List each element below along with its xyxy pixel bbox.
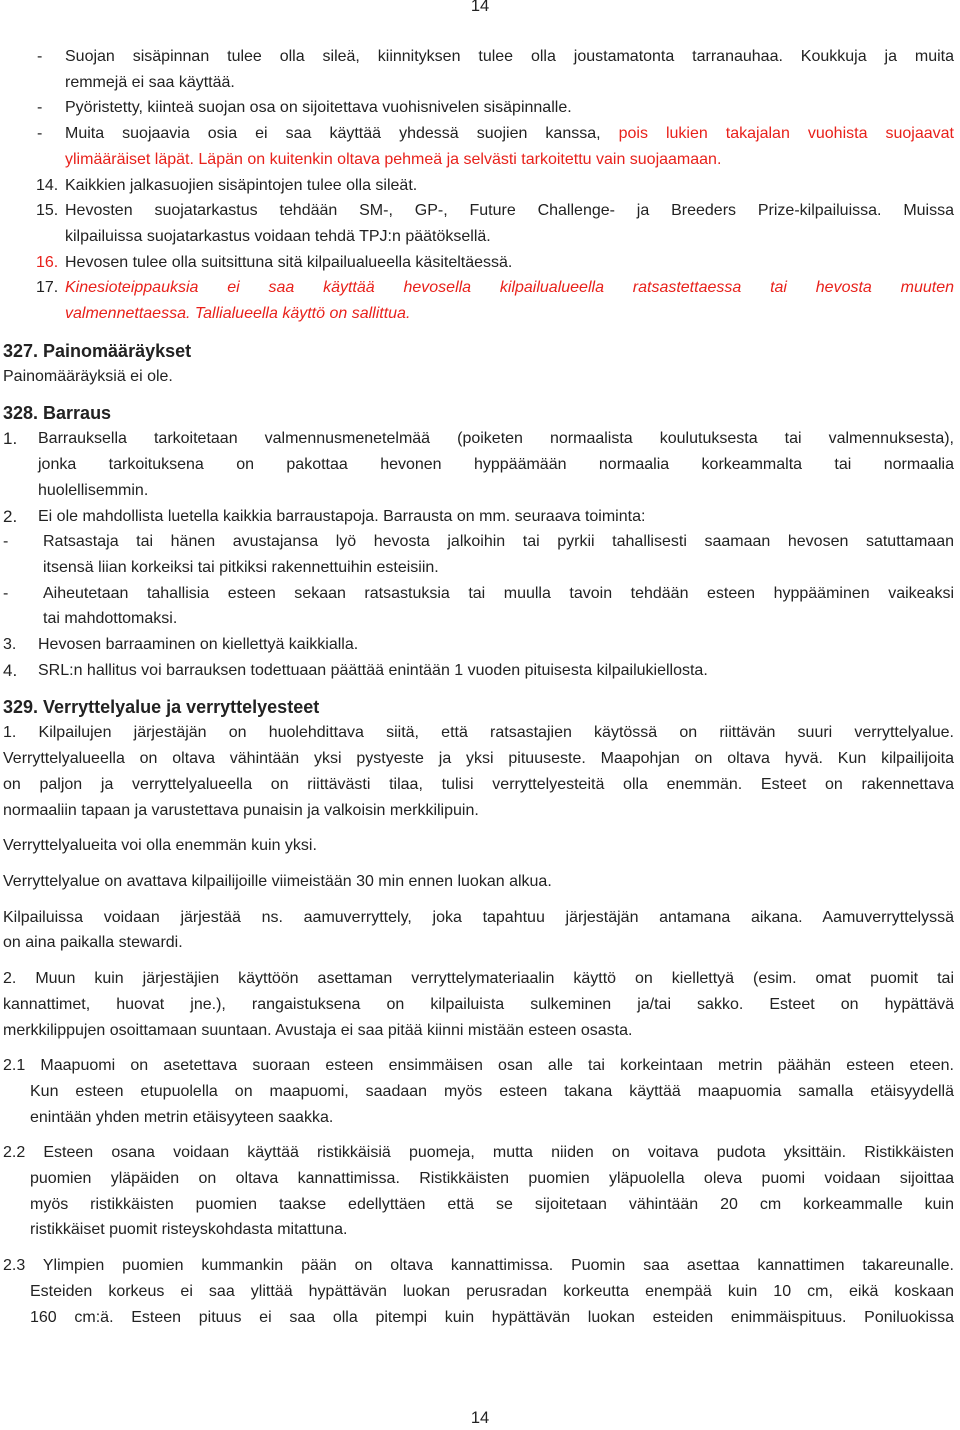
paragraph-line: Esteiden korkeus ei saa ylittää hypättävän luokan perusradan korkeutta enempää kuin 10 cm, eikä koskaan — [30, 1282, 954, 1300]
bullet-text-red: pois lukien takajalan vuohista suojaavat — [618, 125, 954, 143]
dash-text: Aiheutetaan tahallisia esteen sekaan ratsastuksia tai muulla tavoin tehdään esteen hyppääminen vaikeaksi — [43, 584, 954, 602]
bullet-marker: - — [37, 125, 43, 143]
paragraph-line: ristikkäiset puomit risteyskohdasta mitattuna. — [30, 1221, 348, 1239]
paragraph-line: 160 cm:ä. Esteen pituus ei saa olla pitempi kuin hypättävän luokan esteiden enimmäispituus. Poniluokissa — [30, 1308, 954, 1326]
item-text-red: Kinesioteippauksia ei saa käyttää hevosella kilpailualueella ratsastettaessa tai hevosta muuten — [65, 279, 954, 297]
paragraph-2-2: 2.2 Esteen osana voidaan käyttää ristikkäisiä puomeja, mutta niiden on voitava pudota yksittäin. Ristikkäisten — [3, 1144, 954, 1162]
paragraph-4 — [3, 658, 954, 684]
paragraph-line: normaaliin tapaan ja varustettava punaisin ja valkoisin merkkilipuin. — [3, 801, 479, 819]
item-text: Hevosen tulee olla suitsittuna sitä kilpailualueella käsiteltäessä. — [65, 253, 513, 271]
item-text: Hevosten suojatarkastus tehdään SM-, GP-, Future Challenge- ja Breeders Prize-kilpailuissa. Muissa — [65, 202, 954, 220]
paragraph: Kilpailuissa voidaan järjestää ns. aamuverryttely, joka tapahtuu järjestäjän antamana aikana. Aamuverryttelyssä — [3, 908, 954, 926]
dash-marker: - — [3, 533, 9, 551]
numbered-item-17 — [3, 275, 954, 301]
item-number: 4. — [3, 660, 18, 680]
paragraph-1: 1. Kilpailujen järjestäjän on huolehdittava siitä, että ratsastajien käytössä on riittävän suuri verryttelyalue. — [3, 724, 954, 742]
paragraph-continuation: huolellisemmin. — [38, 481, 149, 499]
bullet-text-red: ylimääräiset läpät. — [65, 150, 194, 168]
bullet-text-red: Läpän on kuitenkin oltava pehmeä ja selvästi tarkoitettu vain suojaamaan. — [198, 150, 722, 168]
paragraph-line: Verryttelyalueella on oltava vähintään yksi pystyeste ja yksi pituuseste. Maapohjan on oltava hyvä. Kun kilpailijoita — [3, 750, 954, 768]
dash-item — [3, 529, 954, 555]
numbered-item-16 — [3, 250, 954, 276]
item-text: Kaikkien jalkasuojien sisäpintojen tulee olla sileät. — [65, 176, 418, 194]
bullet-marker: - — [37, 99, 43, 117]
dash-item — [3, 581, 954, 607]
paragraph-line: on paljon ja verryttelyalueella on riittävästi tilaa, tulisi verryttelyesteitä olla enemmän. Esteet on rakennettava — [3, 775, 954, 793]
bullet-text: Muita suojaavia osia ei saa käyttää yhdessä suojien kanssa, — [65, 125, 601, 143]
bullet-marker: - — [37, 48, 43, 65]
paragraph-2: 2. Muun kuin järjestäjien käyttöön asettaman verryttelymateriaalin käyttö on kiellettyä (esim. omat puomit tai — [3, 970, 954, 988]
paragraph-text: SRL:n hallitus voi barrauksen todettuaan päättää enintään 1 vuoden pituisesta kilpailukiellosta. — [38, 661, 708, 679]
paragraph-3 — [3, 632, 954, 658]
paragraph-2 — [3, 504, 954, 530]
dash-continuation: tai mahdottomaksi. — [43, 610, 178, 628]
numbered-item-15 — [3, 198, 954, 224]
numbered-item-14 — [3, 173, 954, 199]
bullet-continuation: remmejä ei saa käyttää. — [65, 73, 235, 91]
item-number: 14. — [36, 176, 59, 194]
item-number: 2. — [3, 506, 18, 526]
page-number-top: 14 — [470, 0, 490, 15]
paragraph-line: on aina paikalla stewardi. — [3, 934, 183, 952]
paragraph: Verryttelyalue on avattava kilpailijoille viimeistään 30 min ennen luokan alkua. — [3, 872, 552, 890]
bullet-item — [3, 121, 954, 147]
paragraph-line: merkkilippujen osoittamaan suuntaan. Avustaja ei saa pitää kiinni mistään esteen osasta. — [3, 1021, 633, 1039]
bullet-continuation — [3, 147, 954, 173]
paragraph-line: myös ristikkäisten puomien taakse edellyttäen että se sijoitetaan vähintään 20 cm korkeammalle kuin — [30, 1195, 954, 1213]
dash-text: Ratsastaja tai hänen avustajansa lyö hevosta jalkoihin tai pyrkii tahallisesti saamaan hevosen satuttamaan — [43, 533, 954, 551]
bullet-item — [3, 44, 954, 70]
paragraph-2-3: 2.3 Ylimpien puomien kummankin pään on oltava kannattimissa. Puomin saa asettaa kannattimen takareunalle. — [3, 1257, 954, 1275]
dash-marker: - — [3, 584, 9, 602]
item-continuation: kilpailuissa suojatarkastus voidaan tehdä TPJ:n päätöksellä. — [65, 227, 491, 245]
paragraph-continuation: jonka tarkoituksena on pakottaa hevonen hyppäämään normaalia korkeammalta tai normaalia — [38, 456, 954, 474]
dash-continuation: itsensä liian korkeiksi tai pitkiksi rakennettuihin esteisiin. — [43, 558, 439, 576]
paragraph-text: Ei ole mahdollista luetella kaikkia barraustapoja. Barrausta on mm. seuraava toiminta: — [38, 507, 646, 525]
paragraph-1 — [3, 426, 954, 452]
paragraph-line: Kun esteen etupuolella on maapuomi, saadaan myös esteen takana käyttää maapuomia samalla etäisyydellä — [30, 1082, 954, 1100]
item-number: 15. — [36, 202, 59, 220]
bullet-text: Suojan sisäpinnan tulee olla sileä, kiinnityksen tulee olla joustamatonta tarranauhaa. Koukkuja ja muita — [65, 48, 954, 65]
section-heading-327: 327. Painomääräykset — [3, 340, 192, 361]
page-number-bottom: 14 — [470, 1409, 490, 1427]
item-number: 17. — [36, 279, 59, 297]
paragraph-line: enintään yhden metrin etäisyyteen saakka. — [30, 1108, 334, 1126]
document-body — [3, 44, 954, 1330]
item-number: 16. — [36, 253, 59, 271]
item-number: 1. — [3, 429, 18, 449]
paragraph-line: puomien yläpäiden on oltava kannattimissa. Ristikkäisten puomien yläpuolella oleva puomi voidaan sijoittaa — [30, 1170, 954, 1188]
item-number: 3. — [3, 636, 17, 654]
paragraph: Verryttelyalueita voi olla enemmän kuin yksi. — [3, 837, 317, 855]
paragraph-text: Hevosen barraaminen on kiellettyä kaikkialla. — [38, 636, 359, 654]
section-text: Painomääräyksiä ei ole. — [3, 367, 173, 385]
paragraph-text: Barrauksella tarkoitetaan valmennusmenetelmää (poiketen normaalista koulutuksesta tai valmennuksesta), — [38, 430, 954, 448]
item-continuation: valmennettaessa. Tallialueella käyttö on sallittua. — [65, 305, 411, 323]
paragraph-line: kannattimet, huovat jne.), rangaistuksena on kilpailuista sulkeminen ja/tai sakko. Esteet on hypättävä — [3, 995, 954, 1013]
bullet-text: Pyöristetty, kiinteä suojan osa on sijoitettava vuohisnivelen sisäpinnalle. — [65, 99, 572, 117]
paragraph-2-1: 2.1 Maapuomi on asetettava suoraan esteen ensimmäisen osan alle tai korkeintaan metrin päähän esteen eteen. — [3, 1057, 954, 1075]
section-heading-329: 329. Verryttelyalue ja verryttelyesteet — [3, 697, 320, 718]
section-heading-328: 328. Barraus — [3, 403, 112, 424]
bullet-item — [3, 95, 954, 121]
